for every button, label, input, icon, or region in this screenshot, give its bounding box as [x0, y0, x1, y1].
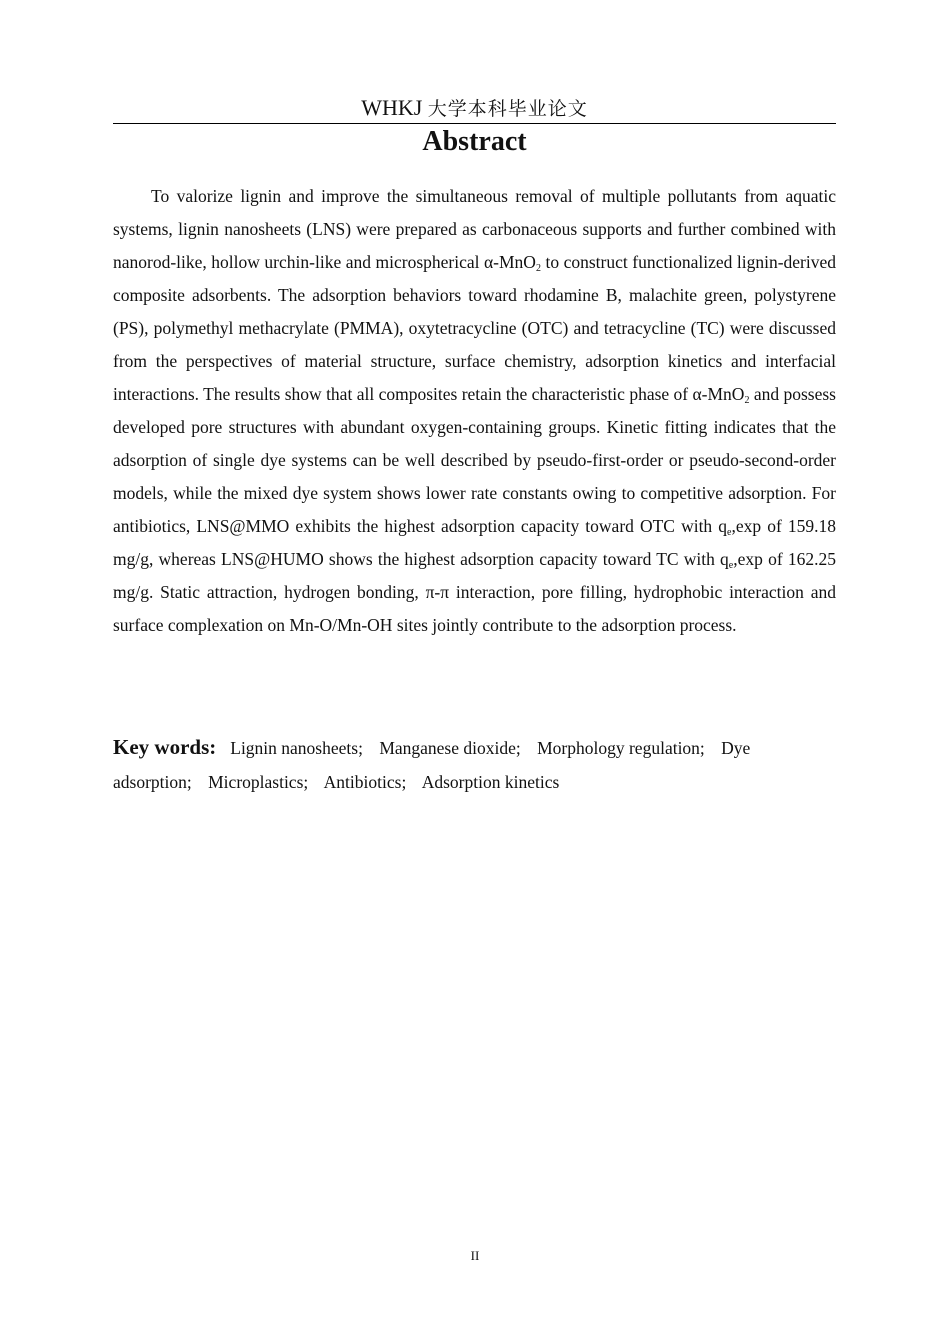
abstract-text-2: to construct functionalized lignin-derived composite adsorbents. The adsorption behaviors toward rhodamine B, malachite green, polystyrene (PS), polymethyl methacrylate (PMMA), oxytetracycline (OTC) and tetracycline (TC) were discussed from the perspectives of material structure, surface chemistry, adsorption kinetics and interfacial interactions. The results show that all composites retain the characteristic phase of α-MnO — [113, 252, 837, 404]
keywords-section — [113, 730, 836, 799]
subscript-e: e — [727, 527, 732, 538]
abstract-paragraph — [113, 180, 836, 642]
keyword-item: Adsorption kinetics — [421, 772, 560, 792]
header-latin: WHKJ — [361, 95, 428, 120]
subscript-e: e — [728, 560, 734, 571]
subscript-2: 2 — [744, 395, 750, 406]
keyword-item: Lignin nanosheets; — [230, 738, 363, 758]
header-cjk: 大学本科毕业论文 — [427, 98, 588, 120]
keywords-label: Key words: — [113, 735, 217, 759]
abstract-text-1: To valorize lignin and improve the simultaneous removal of multiple pollutants from aquatic systems, lignin nanosheets (LNS) were prepared as carbonaceous supports and further combined with nanorod-like, hollow urchin-like and microspherical α-MnO — [113, 186, 836, 272]
abstract-text-5: ,exp of 162.25 mg/g. Static attraction, hydrogen bonding, π-π interaction, pore filling, hydrophobic interaction and surface complexation on Mn-O/Mn-OH sites jointly contribute to the adsorption process. — [113, 549, 836, 635]
keyword-item: Dye adsorption; — [113, 738, 751, 792]
keyword-item: Morphology regulation; — [537, 738, 705, 758]
section-title: Abstract — [422, 126, 527, 157]
page-number: II — [470, 1248, 480, 1263]
abstract-text-4: ,exp of 159.18 mg/g, whereas LNS@HUMO shows the highest adsorption capacity toward TC with q — [113, 516, 836, 569]
subscript-2: 2 — [535, 263, 541, 274]
keyword-item: Antibiotics; — [323, 772, 407, 792]
keyword-item: Microplastics; — [208, 772, 309, 792]
abstract-text-3: and possess developed pore structures with abundant oxygen-containing groups. Kinetic fitting indicates that the adsorption of single dye systems can be well described by pseudo-first-order or pseudo-second-order models, while the mixed dye system shows lower rate constants owing to competitive adsorption. For antibiotics, LNS@MMO exhibits the highest adsorption capacity toward OTC with q — [113, 384, 836, 536]
running-header — [113, 93, 836, 124]
keyword-item: Manganese dioxide; — [379, 738, 521, 758]
